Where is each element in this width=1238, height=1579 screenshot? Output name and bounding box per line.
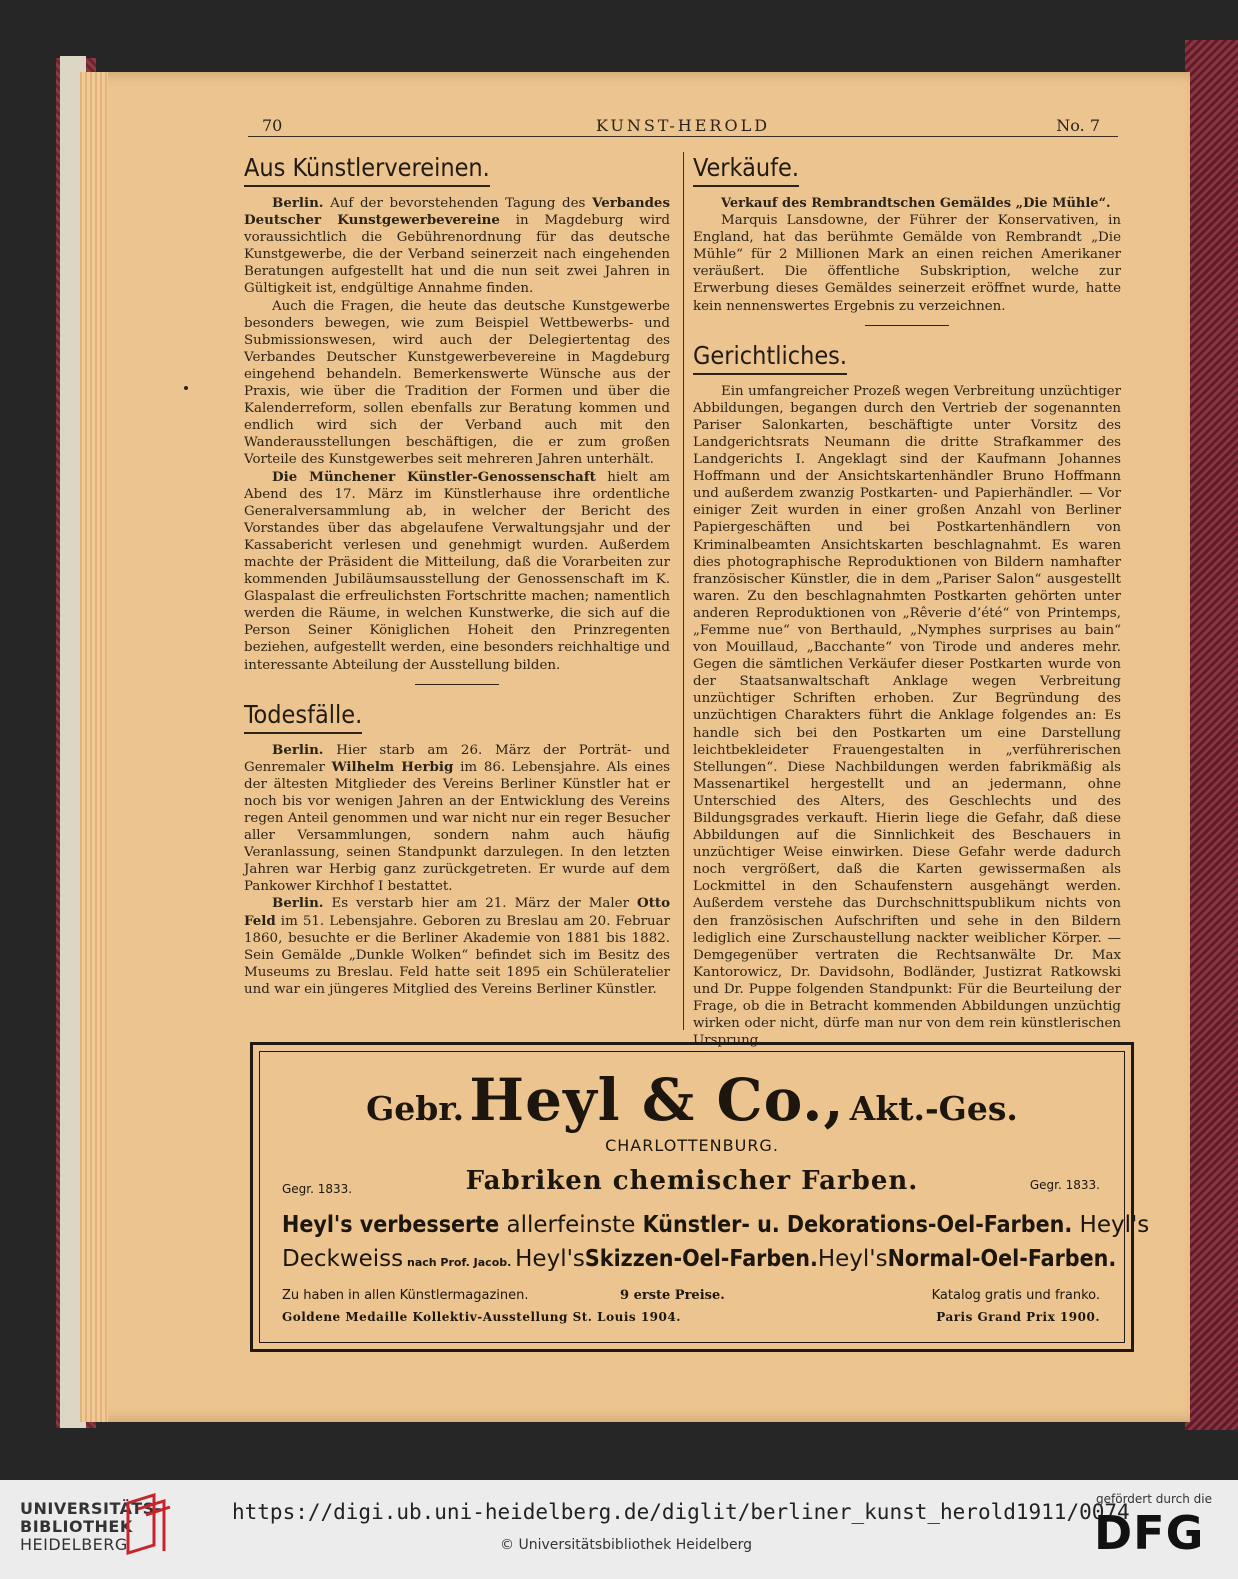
- bold-name: Verbandes Deutscher Kunstgewerbevereine: [244, 195, 670, 229]
- subheading: Verkauf des Rembrandtschen Gemäldes „Die Mühle“.: [721, 196, 1111, 211]
- ad-text: nach Prof. Jacob.: [403, 1256, 516, 1269]
- left-column: [244, 152, 670, 998]
- ad-text: Heyl's verbesserte: [282, 1212, 500, 1238]
- paragraph: [244, 895, 670, 998]
- ub-line-1: UNIVERSITÄTS-: [20, 1499, 162, 1518]
- ad-text: Skizzen-Oel-Farben.: [584, 1246, 818, 1272]
- page-number: 70: [262, 116, 283, 135]
- text: Auf der bevorstehenden Tagung des: [323, 196, 593, 211]
- ad-gebr: Gebr.: [366, 1089, 465, 1128]
- section-heading-todesfaelle: Todesfälle.: [244, 699, 362, 734]
- ad-text: Deckweiss: [282, 1246, 404, 1272]
- bold-name: Wilhelm Herbig: [331, 758, 454, 775]
- ub-line-3: HEIDELBERG: [20, 1535, 128, 1554]
- journal-title: KUNST-HEROLD: [595, 116, 771, 135]
- ad-grand-prix: Paris Grand Prix 1900.: [936, 1310, 1100, 1324]
- paragraph: Marquis Lansdowne, der Führer der Konservativen, in England, hat das berühmte Gemälde von Rembrandt „Die Mühle“ für 2 Millionen Mark an einen reichen Amerikaner veräußert. Die öffentliche Subskription, welche zur Erwerbung dieses Gemäldes seinerzeit eröffnet wurde, hatte kein nennenswertes Ergebnis zu verzeichnen.: [693, 213, 1121, 314]
- ad-product-line-2: [282, 1246, 1117, 1272]
- column-rule: [683, 152, 684, 1030]
- permalink-url[interactable]: https://digi.ub.uni-heidelberg.de/diglit/berliner_kunst_herold1911/0074: [232, 1500, 1130, 1524]
- section-heading-kuenstlervereine: Aus Künstlervereinen.: [244, 152, 490, 187]
- ad-text: allerfeinste: [499, 1212, 643, 1238]
- text: im 86. Lebensjahre. Als eines der ältesten Mitglieder des Vereins Berliner Künstler hat er noch bis vor wenigen Jahren an der Entwicklung des Vereins regen Anteil genommen und war nicht nur ein reger Besucher aller Versammlungen, sondern nahm auch häufig Veranlassung, seinen Standpunkt darzulegen. In den letzten Jahren war Herbig ganz zurückgetreten. Er wurde auf dem Pankower Kirchhof I bestattet.: [244, 759, 670, 895]
- ad-text: Normal-Oel-Farben.: [887, 1246, 1117, 1272]
- margin-mark: [184, 386, 188, 390]
- ad-text: Heyl's: [817, 1246, 888, 1272]
- paragraph: Ein umfangreicher Prozeß wegen Verbreitung unzüchtiger Abbildungen, begangen durch den Vertrieb der sogenannten Pariser Salonkarten, beschäftigte unter Vorsitz des Landgerichtsrats Neumann die dritte Strafkammer des Landgerichts I. Angeklagt sind der Kaufmann Johannes Hoffmann und der Ansichtskartenhändler Bruno Hoffmann und außerdem zwanzig Postkarten- und Papierhändler. — Vor einiger Zeit wurden in einer großen Anzahl von Berliner Papiergeschäften und bei Postkartenhändlern von Kriminalbeamten Ansichtskarten beschlagnahmt. Es waren dies photographische Reproduktionen von Bildern namhafter französischer Künstler, die in dem „Pariser Salon“ ausgestellt waren. Zu den beschlagnahmten Postkarten gehörten unter anderen Reproduktionen von „Rêverie d’été“ von Printemps, „Femme nue“ von Berthauld, „Nymphes surprises au bain“ von Mouillaud, „Bacchante“ von Tirode und anderes mehr. Gegen die sämtlichen Verkäufer dieser Postkarten wurde von der Staatsanwaltschaft Anklage wegen Verbreitung unzüchtiger Schriften erhoben. Zur Begründung des unzüchtigen Charakters führt die Anklage folgendes an: Es handle sich bei den Postkarten um eine Darstellung leichtbekleideter Frauengestalten in „verführerischen Stellungen“. Diese Nachbildungen werden fabrikmäßig als Massenartikel hergestellt und an jedermann, ohne Unterschied des Alters, des Geschlechts und des Bildungsgrades verkauft. Hierin liege die Gefahr, daß diese Abbildungen auf die Sinnlichkeit des Beschauers in unzüchtiger Weise einwirken. Diese Gefahr werde dadurch noch vergrößert, daß die Karten gewissermaßen als Lockmittel in den Schaufenstern ausgehängt werden. Außerdem verstehe das Durchschnittspublikum nichts von den französischen Aufschriften und sehe in den Bildern lediglich eine Zurschaustellung nackter weiblicher Körper. — Demgegenüber vertraten die Rechtsanwälte Dr. Max Kantorowicz, Dr. Davidsohn, Bodländer, Justizrat Ratkowski und Dr. Puppe folgenden Standpunkt: Für die Beurteilung der Frage, ob die in Betracht kommenden Abbildungen unzüchtig wirken oder nicht, dürfe man nur von dem rein künstlerischen Ursprung: [693, 383, 1121, 1049]
- right-column: [693, 152, 1121, 1049]
- book-cover-right: [1185, 40, 1238, 1430]
- ad-company-line: [260, 1066, 1124, 1134]
- bold-name: Otto Feld: [244, 895, 670, 929]
- ad-text: Heyl's: [515, 1246, 585, 1272]
- text: im 51. Lebensjahre. Geboren zu Breslau am 20. Februar 1860, besuchte er die Berliner Akademie von 1881 bis 1882. Sein Gemälde „Dunkle Wolken“ befindet sich im Besitz des Museums zu Breslau. Feld hatte seit 1895 ein Schüleratelier und war ein jüngeres Mitglied des Vereins Berliner Künstler.: [244, 913, 670, 997]
- paragraph: [244, 742, 670, 896]
- dfg-logo[interactable]: DFG: [1094, 1506, 1205, 1560]
- place-lead: Berlin.: [272, 895, 324, 912]
- ad-text: Heyl's: [1072, 1212, 1150, 1238]
- place-lead: Berlin.: [272, 741, 324, 758]
- paragraph: Auch die Fragen, die heute das deutsche Kunstgewerbe besonders bewegen, wie zum Beispiel Wettbewerbs- und Submissionswesen, wird auch der Delegiertentag des Verbandes Deutscher Kunstgewerbevereine in Magdeburg eingehend behandeln. Bemerkenswerte Wünsche aus der Praxis, wie über die Tradition der Formen und über die Kalenderreform, sollen ebenfalls zur Beratung kommen und endlich wird sich der Verband auch mit den Wanderausstellungen beschäftigen, die er zum großen Vorteile des Kunstgewerbes seit mehreren Jahren unterhält.: [244, 298, 670, 468]
- ad-founded-right: Gegr. 1833.: [1029, 1178, 1100, 1192]
- ad-medal: Goldene Medaille Kollektiv-Ausstellung St. Louis 1904.: [282, 1310, 681, 1324]
- paragraph: [244, 195, 670, 298]
- issue-number: No. 7: [1056, 116, 1100, 135]
- running-header: [248, 114, 1118, 137]
- ad-founded-left: Gegr. 1833.: [282, 1182, 353, 1196]
- ad-prizes: 9 erste Preise.: [620, 1288, 725, 1303]
- section-heading-gerichtliches: Gerichtliches.: [693, 340, 847, 375]
- separator: [865, 325, 949, 326]
- ad-catalog: Katalog gratis und franko.: [931, 1288, 1100, 1303]
- advertisement: [250, 1042, 1150, 1352]
- bold-name: Die Münchener Künstler-Genossenschaft: [272, 468, 596, 485]
- ad-availability: Zu haben in allen Künstlermagazinen.: [282, 1288, 529, 1303]
- paragraph: [244, 469, 670, 674]
- ub-logo-icon: [124, 1493, 172, 1555]
- dfg-funding-text: gefördert durch die: [1096, 1492, 1212, 1506]
- ad-fabriken: Fabriken chemischer Farben.: [465, 1166, 919, 1196]
- ad-akt-ges: Akt.-Ges.: [849, 1089, 1018, 1128]
- ub-line-2: BIBLIOTHEK: [20, 1517, 133, 1536]
- text: in Magdeburg wird voraussichtlich die Gebührenordnung für das deutsche Kunstgewerbe, die der Verband seinerzeit nach eingehenden Beratungen aufgestellt hat und die nun seit zwei Jahren in Gültigkeit ist, endgültige Annahme finden.: [244, 213, 670, 297]
- text: Hier starb am 26. März der Porträt- und Genremaler: [244, 742, 670, 775]
- ad-product-line-1: [282, 1212, 1150, 1238]
- page-edges: [80, 72, 108, 1422]
- ad-company-name: Heyl & Co.,: [469, 1066, 845, 1134]
- ad-text: Künstler- u. Dekorations-Oel-Farben.: [642, 1212, 1073, 1238]
- place-lead: Berlin.: [272, 195, 324, 211]
- text: Es verstarb hier am 21. März der Maler: [323, 896, 638, 912]
- separator: [415, 684, 499, 685]
- copyright: © Universitätsbibliothek Heidelberg: [500, 1537, 753, 1553]
- ad-city: CHARLOTTENBURG.: [605, 1136, 779, 1155]
- viewer-footer: [0, 1480, 1238, 1579]
- advertisement-inner: [259, 1051, 1150, 1343]
- section-heading-verkaeufe: Verkäufe.: [693, 152, 799, 187]
- text: hielt am Abend des 17. März im Künstlerhause ihre ordentliche Generalversammlung ab, in welcher der Bericht des Vorstandes über das abgelaufene Verwaltungsjahr und der Kassabericht verlesen und genehmigt wurden. Außerdem machte der Präsident die Mitteilung, daß die Vorarbeiten zur kommenden Jubiläumsausstellung der Genossenschaft im K. Glaspalast die erfreulichsten Fortschritte machen; namentlich werden die Räume, in welchen Kunstwerke, die sich auf die Person Seiner Königlichen Hoheit den Prinzregenten beziehen, aufgestellt werden, eine besonders reichhaltige und interessante Abteilung der Ausstellung bilden.: [244, 469, 670, 673]
